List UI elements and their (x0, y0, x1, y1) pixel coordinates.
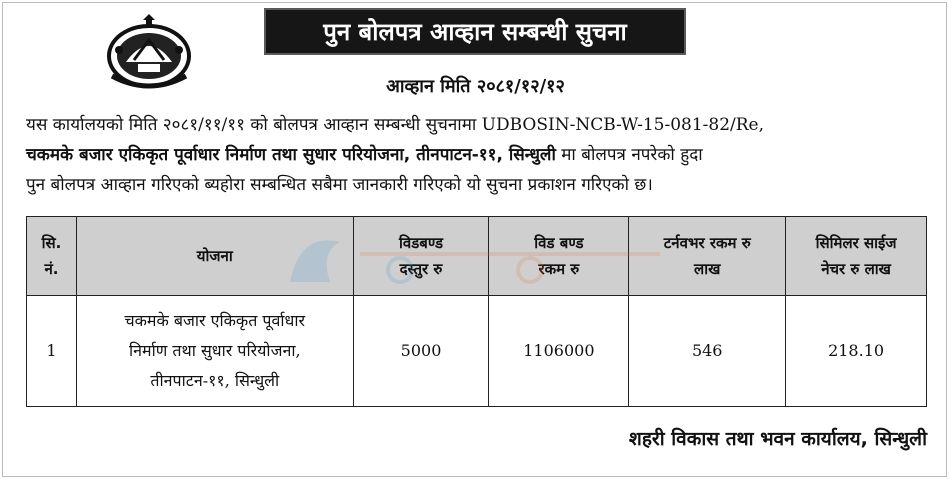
notice-title: पुन बोलपत्र आव्हान सम्बन्धी सुचना (264, 8, 686, 55)
notice-date: आव्हान मिति २०८१/१२/१२ (386, 76, 565, 97)
cell-bid-fee: 5000 (353, 296, 489, 407)
cell-turnover: 546 (629, 296, 786, 407)
col-header-project: योजना (76, 217, 353, 296)
bid-table (26, 216, 927, 407)
col-header-bid-bond: विड बण्ड रकम रु (489, 217, 629, 296)
body-line-1: यस कार्यालयको मिति २०८१/११/११ को बोलपत्र आव्हान सम्बन्धी सुचनामा UDBOSIN-NCB-W-15-081-82/Re, (26, 115, 765, 135)
notice-body (26, 110, 931, 200)
col-header-sn: सि. नं. (27, 217, 77, 296)
cell-similar: 218.10 (786, 296, 927, 407)
cell-bid-bond: 1106000 (489, 296, 629, 407)
col-header-turnover: टर्नवभर रकम रु लाख (629, 217, 786, 296)
cell-project: चकमके बजार एकिकृत पूर्वाधार निर्माण तथा सुधार परियोजना, तीनपाटन-११, सिन्धुली (76, 296, 353, 407)
project-name-bold: चकमके बजार एकिकृत पूर्वाधार निर्माण तथा सुधार परियोजना, तीनपाटन-११, सिन्धुली (26, 145, 556, 165)
col-header-similar: सिमिलर साईज नेचर रु लाख (786, 217, 927, 296)
col-header-bid-fee: विडबण्ड दस्तुर रु (353, 217, 489, 296)
body-line-3: पुन बोलपत्र आव्हान गरिएको ब्यहोरा सम्बन्धित सबैमा जानकारी गरिएको यो सुचना प्रकाशन गरिएको छ। (26, 175, 653, 195)
body-line-2-rest: मा बोलपत्र नपरेको हुदा (555, 145, 703, 165)
table-header-row (27, 217, 927, 296)
cell-sn: 1 (27, 296, 77, 407)
body-line-2 (26, 140, 931, 170)
table-row (27, 296, 927, 407)
issuing-office: शहरी विकास तथा भवन कार्यालय, सिन्धुली (628, 428, 927, 450)
